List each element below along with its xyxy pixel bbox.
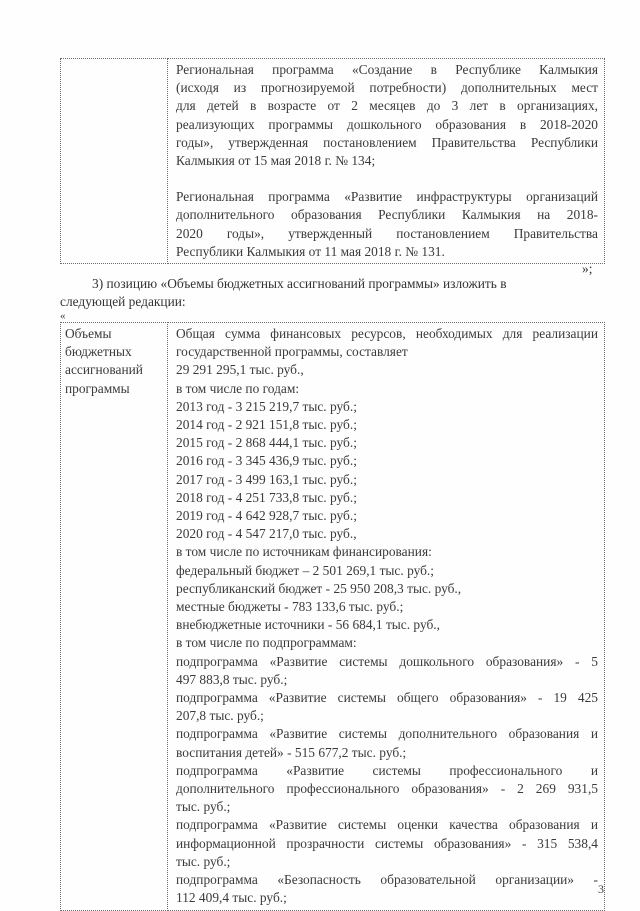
budget-line: подпрограмма «Развитие системы оценки качества образования и [176,817,598,833]
budget-line: федеральный бюджет – 2 501 269,1 тыс. руб.; [176,562,434,578]
paragraph-line: Региональная программа «Создание в Республике Калмыкия [176,62,598,77]
paragraph-line: Региональная программа «Развитие инфраструктуры организаций [176,189,598,205]
paragraph-line: для детей в возрасте от 2 месяцев до 3 лет в организациях, [176,98,598,114]
budget-content [168,323,604,910]
paragraph-line: (исходя из прогнозируемой потребности) дополнительных мест [176,80,598,96]
label-line: ассигнований [65,362,143,378]
budget-line: подпрограмма «Развитие системы профессионального и [176,762,598,778]
budget-line: Общая сумма финансовых ресурсов, необходимых для реализации [176,326,598,341]
budget-label [61,323,167,400]
page-number: 3 [598,882,604,896]
budget-line: дополнительного профессионального образования» - 2 269 931,5 [176,781,598,797]
budget-line: в том числе по источникам финансирования: [176,544,432,560]
budget-line: воспитания детей» - 515 677,2 тыс. руб.; [176,744,407,760]
label-line: Объемы [65,326,112,341]
regional-program-paragraph-2 [176,188,598,261]
label-line: программы [65,380,130,396]
budget-line: тыс. руб.; [176,799,231,815]
budget-line: 2014 год - 2 921 151,8 тыс. руб.; [176,417,357,433]
paragraph-line: Республики Калмыкия от 11 мая 2018 г. № 131. [176,243,445,259]
budget-line: 2018 год - 4 251 733,8 тыс. руб.; [176,489,357,505]
budget-line: местные бюджеты - 783 133,6 тыс. руб.; [176,599,404,615]
paragraph-line: 2020 годы», утвержденный постановлением Правительства [176,225,598,241]
budget-line: 2016 год - 3 345 436,9 тыс. руб.; [176,453,357,469]
budget-line: 2019 год - 4 642 928,7 тыс. руб.; [176,508,357,524]
budget-line: 29 291 295,1 тыс. руб., [176,362,304,378]
budget-line: 2017 год - 3 499 163,1 тыс. руб.; [176,471,357,487]
budget-line: 2013 год - 3 215 219,7 тыс. руб.; [176,398,357,414]
closing-mark: »; [582,261,593,276]
paragraph-line: Калмыкия от 15 мая 2018 г. № 134; [176,153,376,169]
instruction-line-1: 3) позицию «Объемы бюджетных ассигнований программы» изложить в [92,276,507,291]
budget-line: 497 883,8 тыс. руб.; [176,671,288,687]
paragraph-gap [176,170,598,188]
budget-line: в том числе по подпрограммам: [176,635,357,651]
top-table-row [61,59,605,264]
top-table [60,58,605,264]
top-table-left-cell [61,59,168,264]
budget-line: республиканский бюджет - 25 950 208,3 тыс. руб., [176,580,462,596]
top-table-right-cell [168,59,605,264]
budget-line: тыс. руб.; [176,853,231,869]
budget-label-cell [61,323,168,911]
paragraph-line: годы», утвержденная постановлением Правительства Республики [176,134,598,150]
instruction-line-2: следующей редакции: [60,294,186,309]
budget-line: 112 409,4 тыс. руб.; [176,890,287,906]
budget-line: подпрограмма «Безопасность образовательной организации» - [176,872,598,888]
paragraph-line: дополнительного образования Республики Калмыкия на 2018- [176,207,598,223]
budget-line: подпрограмма «Развитие системы общего образования» - 19 425 [176,690,598,706]
budget-content-cell [168,323,605,911]
top-table-text [168,59,604,263]
regional-program-paragraph-1 [176,61,598,170]
budget-line: 207,8 тыс. руб.; [176,708,264,724]
label-line: бюджетных [65,344,132,360]
budget-table-row [61,323,605,911]
budget-line: информационной прозрачности системы образования» - 315 538,4 [176,835,598,851]
budget-line: подпрограмма «Развитие системы дополнительного образования и [176,726,598,742]
budget-line: подпрограмма «Развитие системы дошкольного образования» - 5 [176,653,598,669]
budget-line: государственной программы, составляет [176,344,408,360]
budget-table [60,322,605,911]
budget-line: 2015 год - 2 868 444,1 тыс. руб.; [176,435,357,451]
budget-line: внебюджетные источники - 56 684,1 тыс. руб., [176,617,440,633]
budget-line: в том числе по годам: [176,380,300,396]
open-quote: « [60,310,66,322]
budget-line: 2020 год - 4 547 217,0 тыс. руб., [176,526,357,542]
paragraph-line: реализующих программы дошкольного образования в 2018-2020 [176,116,598,132]
